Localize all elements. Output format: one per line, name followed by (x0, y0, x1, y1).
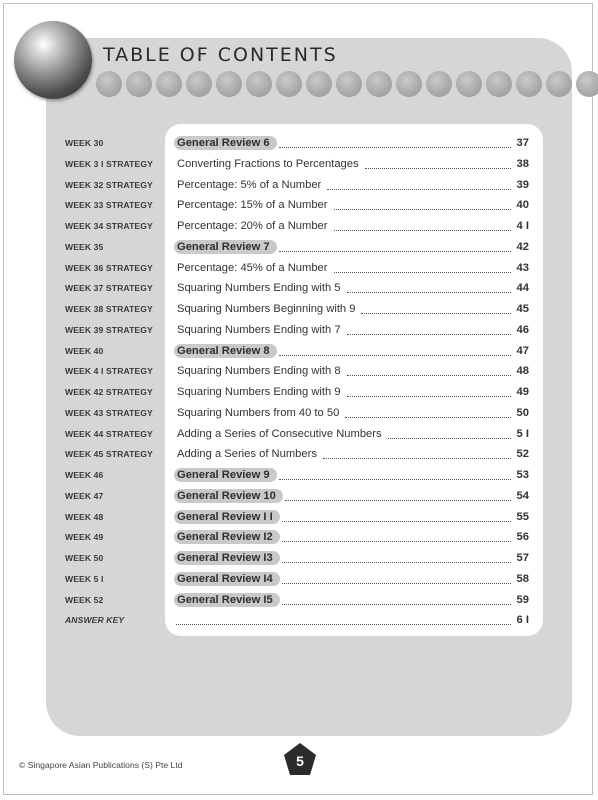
strategy-title: Percentage: 20% of a Number (177, 220, 328, 232)
toc-entry (174, 465, 529, 485)
week-label: WEEK 34 STRATEGY (65, 221, 153, 231)
week-label: WEEK 46 (65, 470, 104, 480)
week-label: WEEK 30 (65, 138, 104, 148)
toc-row[interactable] (0, 569, 598, 590)
toc-entry (174, 590, 529, 610)
decorative-dot (516, 71, 542, 97)
week-label: WEEK 47 (65, 490, 104, 501)
week-label: WEEK 45 STRATEGY (65, 449, 153, 460)
toc-row[interactable] (0, 320, 598, 341)
review-title: General Review I3 (174, 551, 280, 565)
toc-entry (174, 403, 529, 423)
dot-leader (327, 180, 511, 190)
week-label: WEEK 36 STRATEGY (65, 262, 153, 273)
page-number: 5 (296, 753, 304, 769)
toc-row[interactable] (0, 465, 598, 486)
toc-row[interactable] (0, 382, 598, 403)
decorative-dot (126, 71, 152, 97)
toc-row[interactable] (0, 341, 598, 362)
week-label: WEEK 49 (65, 532, 104, 543)
dot-leader (334, 200, 512, 210)
toc-entry (174, 569, 529, 589)
toc-entry (174, 444, 529, 464)
decorative-dots-row (96, 71, 598, 99)
review-title: General Review 9 (174, 468, 277, 482)
page-ref: 59 (516, 593, 529, 606)
page-ref: 37 (516, 137, 529, 149)
page-ref: 47 (516, 344, 529, 357)
page-ref: 50 (516, 406, 529, 419)
week-label: WEEK 4 I STRATEGY (65, 366, 153, 377)
week-label: WEEK 5 I (65, 573, 104, 584)
toc-row[interactable] (0, 403, 598, 424)
review-title: General Review I2 (174, 530, 280, 544)
dot-leader (347, 387, 511, 397)
review-title: General Review I5 (174, 593, 280, 607)
toc-row[interactable] (0, 424, 598, 445)
dot-leader (334, 221, 512, 231)
page-ref: 55 (516, 510, 529, 523)
dot-leader (345, 408, 511, 418)
dot-leader (176, 615, 511, 625)
page-ref: 57 (516, 552, 529, 564)
toc-entry (174, 278, 529, 298)
dot-leader (279, 346, 511, 356)
toc-entry (174, 195, 529, 215)
decorative-dot (546, 71, 572, 97)
page-ref: 42 (516, 240, 529, 253)
toc-row[interactable] (0, 133, 598, 154)
toc-entry (174, 154, 529, 174)
dot-leader (334, 263, 512, 273)
week-label: WEEK 52 (65, 594, 104, 605)
toc-row[interactable] (0, 610, 598, 631)
decorative-dot (456, 71, 482, 97)
review-title: General Review 10 (174, 489, 283, 503)
toc-entry (174, 133, 529, 153)
toc-row[interactable] (0, 548, 598, 569)
strategy-title: Percentage: 15% of a Number (177, 199, 328, 212)
week-label: WEEK 39 STRATEGY (65, 324, 153, 335)
page-ref: 53 (516, 469, 529, 481)
toc-row[interactable] (0, 258, 598, 279)
dot-leader (279, 242, 511, 252)
review-title: General Review 8 (174, 344, 277, 358)
decorative-dot (486, 71, 512, 97)
page-ref: 52 (516, 448, 529, 461)
page-ref: 46 (516, 323, 529, 336)
decorative-dot (426, 71, 452, 97)
toc-row[interactable] (0, 299, 598, 320)
toc-row[interactable] (0, 195, 598, 216)
page-ref: 58 (516, 572, 529, 585)
week-label: WEEK 38 STRATEGY (65, 304, 153, 314)
page-ref: 48 (516, 365, 529, 378)
decorative-dot (96, 71, 122, 97)
week-label: ANSWER KEY (65, 615, 125, 626)
dot-leader (282, 532, 511, 542)
page-ref: 4 I (516, 220, 529, 232)
toc-row[interactable] (0, 444, 598, 465)
page-ref: 56 (516, 531, 529, 544)
toc-entry (174, 299, 529, 319)
decorative-dot (246, 71, 272, 97)
week-label: WEEK 40 (65, 345, 104, 356)
page-ref: 54 (516, 489, 529, 502)
review-title: General Review I4 (174, 572, 280, 586)
decorative-dot (276, 71, 302, 97)
sphere-icon (14, 21, 92, 99)
week-label: WEEK 43 STRATEGY (65, 407, 153, 418)
strategy-title: Squaring Numbers Ending with 5 (177, 282, 341, 295)
page-number-badge (282, 741, 318, 777)
toc-entry (174, 361, 529, 381)
toc-row[interactable] (0, 154, 598, 175)
toc-entry (174, 610, 529, 630)
dot-leader (282, 595, 511, 605)
toc-row[interactable] (0, 216, 598, 237)
toc-entry (174, 527, 529, 547)
week-label: WEEK 44 STRATEGY (65, 428, 153, 439)
page-ref: 39 (516, 178, 529, 191)
toc-entry (174, 320, 529, 340)
toc-row[interactable] (0, 507, 598, 528)
toc-entry (174, 548, 529, 568)
dot-leader (388, 429, 511, 439)
dot-leader (347, 366, 511, 376)
page-ref: 49 (516, 386, 529, 398)
toc-entry (174, 341, 529, 361)
toc-row[interactable] (0, 527, 598, 548)
strategy-title: Squaring Numbers from 40 to 50 (177, 406, 340, 419)
dot-leader (279, 470, 511, 480)
strategy-title: Adding a Series of Consecutive Numbers (177, 427, 382, 440)
toc-entry (174, 486, 529, 506)
toc-entry (174, 424, 529, 444)
copyright-notice: © Singapore Asian Publications (S) Pte Ltd (19, 760, 183, 770)
page-ref: 43 (516, 261, 529, 274)
week-label: WEEK 50 (65, 553, 104, 563)
toc-entry (174, 216, 529, 236)
dot-leader (323, 449, 511, 459)
toc-row[interactable] (0, 590, 598, 611)
dot-leader (282, 512, 511, 522)
dot-leader (282, 553, 511, 563)
decorative-dot (216, 71, 242, 97)
toc-row[interactable] (0, 237, 598, 258)
review-title: General Review I I (174, 510, 280, 524)
toc-entry (174, 507, 529, 527)
decorative-dot (186, 71, 212, 97)
toc-row[interactable] (0, 278, 598, 299)
page-ref: 44 (516, 282, 529, 295)
strategy-title: Squaring Numbers Ending with 8 (177, 365, 341, 378)
dot-leader (279, 138, 511, 148)
strategy-title: Percentage: 5% of a Number (177, 178, 322, 191)
strategy-title: Adding a Series of Numbers (177, 448, 317, 461)
dot-leader (347, 325, 511, 335)
week-label: WEEK 35 (65, 241, 104, 252)
toc-entry (174, 258, 529, 278)
review-title: General Review 7 (174, 240, 277, 254)
week-label: WEEK 48 (65, 511, 104, 522)
dot-leader (285, 491, 511, 501)
strategy-title: Squaring Numbers Ending with 7 (177, 323, 341, 336)
decorative-dot (156, 71, 182, 97)
decorative-dot (336, 71, 362, 97)
dot-leader (361, 304, 511, 314)
strategy-title: Converting Fractions to Percentages (177, 157, 359, 170)
toc-entry (174, 237, 529, 257)
toc-row[interactable] (0, 175, 598, 196)
page-ref: 6 I (516, 614, 529, 627)
page-ref: 38 (516, 157, 529, 170)
page-ref: 45 (516, 303, 529, 315)
decorative-dot (576, 71, 598, 97)
week-label: WEEK 33 STRATEGY (65, 200, 153, 211)
week-label: WEEK 32 STRATEGY (65, 179, 153, 190)
toc-row[interactable] (0, 486, 598, 507)
dot-leader (365, 159, 511, 169)
week-label: WEEK 37 STRATEGY (65, 283, 153, 294)
decorative-dot (396, 71, 422, 97)
toc-entry (174, 175, 529, 195)
toc-entry (174, 382, 529, 402)
strategy-title: Percentage: 45% of a Number (177, 261, 328, 274)
week-label: WEEK 42 STRATEGY (65, 387, 153, 397)
dot-leader (282, 574, 511, 584)
strategy-title: Squaring Numbers Ending with 9 (177, 386, 341, 398)
toc-row[interactable] (0, 361, 598, 382)
week-label: WEEK 3 I STRATEGY (65, 158, 153, 169)
page-ref: 40 (516, 199, 529, 212)
page-title: TABLE OF CONTENTS (103, 44, 338, 66)
page-ref: 5 I (516, 427, 529, 440)
dot-leader (347, 283, 511, 293)
decorative-dot (366, 71, 392, 97)
decorative-dot (306, 71, 332, 97)
review-title: General Review 6 (174, 136, 277, 150)
strategy-title: Squaring Numbers Beginning with 9 (177, 303, 356, 315)
